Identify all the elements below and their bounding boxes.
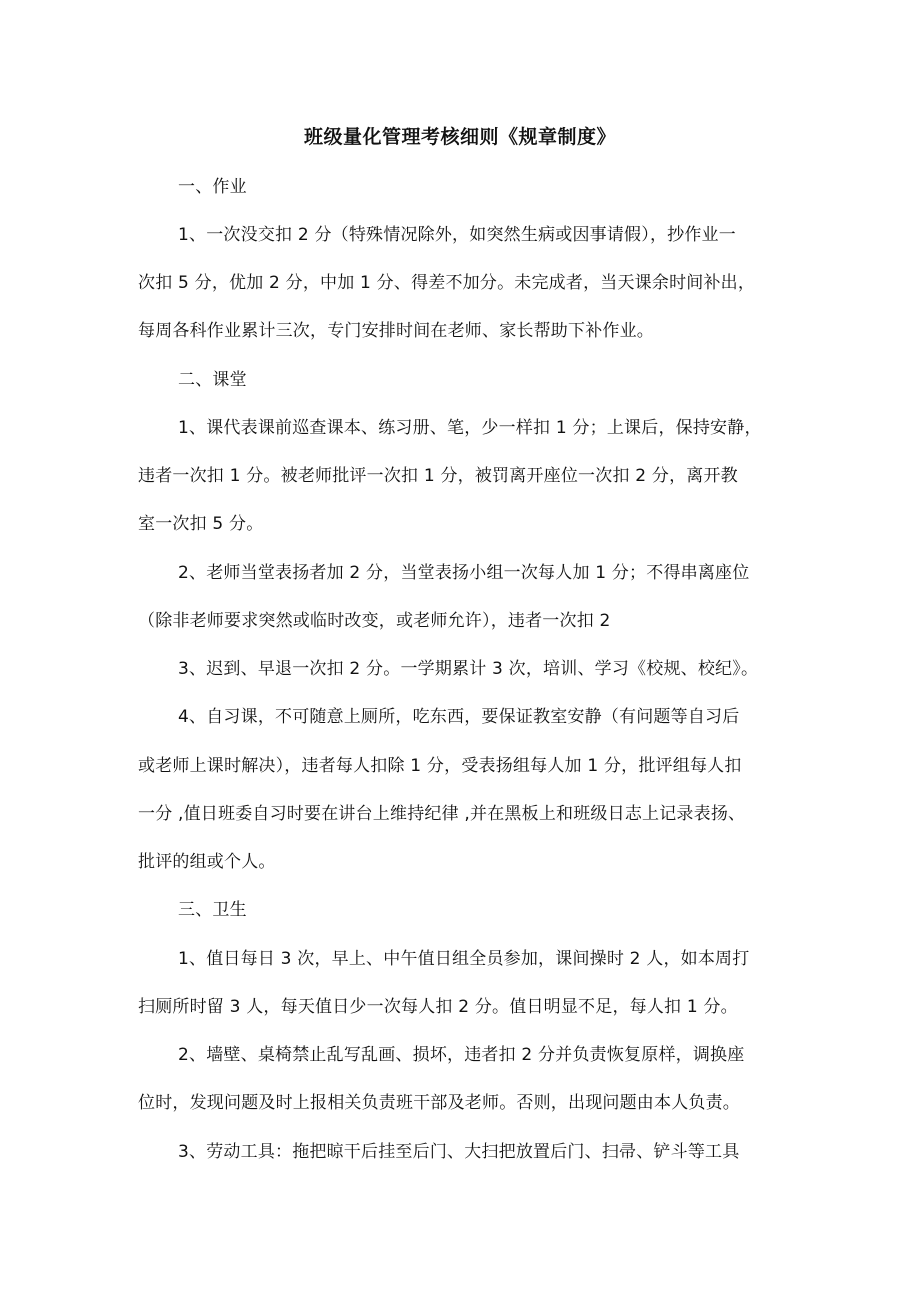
paragraph-line: 3、迟到、早退一次扣 2 分。一学期累计 3 次，培训、学习《校规、校纪》。 [178, 659, 759, 679]
paragraph-line: 扫厕所时留 3 人，每天值日少一次每人扣 2 分。值日明显不足，每人扣 1 分。 [138, 997, 738, 1017]
paragraph-line: 室一次扣 5 分。 [138, 514, 264, 534]
paragraph-line: 1、一次没交扣 2 分（特殊情况除外，如突然生病或因事请假），抄作业一 [178, 225, 736, 245]
paragraph-line: 次扣 5 分，优加 2 分，中加 1 分、得差不加分。未完成者，当天课余时间补出， [138, 273, 756, 293]
paragraph-line: 2、老师当堂表扬者加 2 分，当堂表扬小组一次每人加 1 分；不得串离座位 [178, 563, 750, 583]
paragraph-line: 一分 ,值日班委自习时要在讲台上维持纪律 ,并在黑板上和班级日志上记录表扬、 [138, 804, 746, 824]
paragraph-line: 4、自习课，不可随意上厕所，吃东西，要保证教室安静（有问题等自习后 [178, 707, 740, 727]
section-heading-homework: 一、作业 [178, 177, 247, 197]
paragraph-line: 3、劳动工具：拖把晾干后挂至后门、大扫把放置后门、扫帚、铲斗等工具 [178, 1142, 740, 1162]
paragraph-line: 违者一次扣 1 分。被老师批评一次扣 1 分，被罚离开座位一次扣 2 分，离开教 [138, 466, 738, 486]
paragraph-line: 1、课代表课前巡查课本、练习册、笔，少一样扣 1 分；上课后，保持安静， [178, 418, 762, 438]
paragraph-line: 1、值日每日 3 次，早上、中午值日组全员参加，课间操时 2 人，如本周打 [178, 949, 750, 969]
paragraph-line: 2、墙壁、桌椅禁止乱写乱画、损坏，违者扣 2 分并负责恢复原样，调换座 [178, 1045, 745, 1065]
document-title: 班级量化管理考核细则《规章制度》 [303, 126, 616, 148]
paragraph-line: 每周各科作业累计三次，专门安排时间在老师、家长帮助下补作业。 [138, 321, 654, 341]
paragraph-line: 批评的组或个人。 [138, 852, 276, 872]
paragraph-line: （除非老师要求突然或临时改变，或老师允许），违者一次扣 2 [138, 611, 611, 631]
section-heading-classroom: 二、课堂 [178, 370, 247, 390]
paragraph-line: 位时，发现问题及时上报相关负责班干部及老师。否则，出现问题由本人负责。 [138, 1093, 740, 1113]
section-heading-hygiene: 三、卫生 [178, 900, 247, 920]
paragraph-line: 或老师上课时解决），违者每人扣除 1 分，受表扬组每人加 1 分，批评组每人扣 [138, 756, 742, 776]
